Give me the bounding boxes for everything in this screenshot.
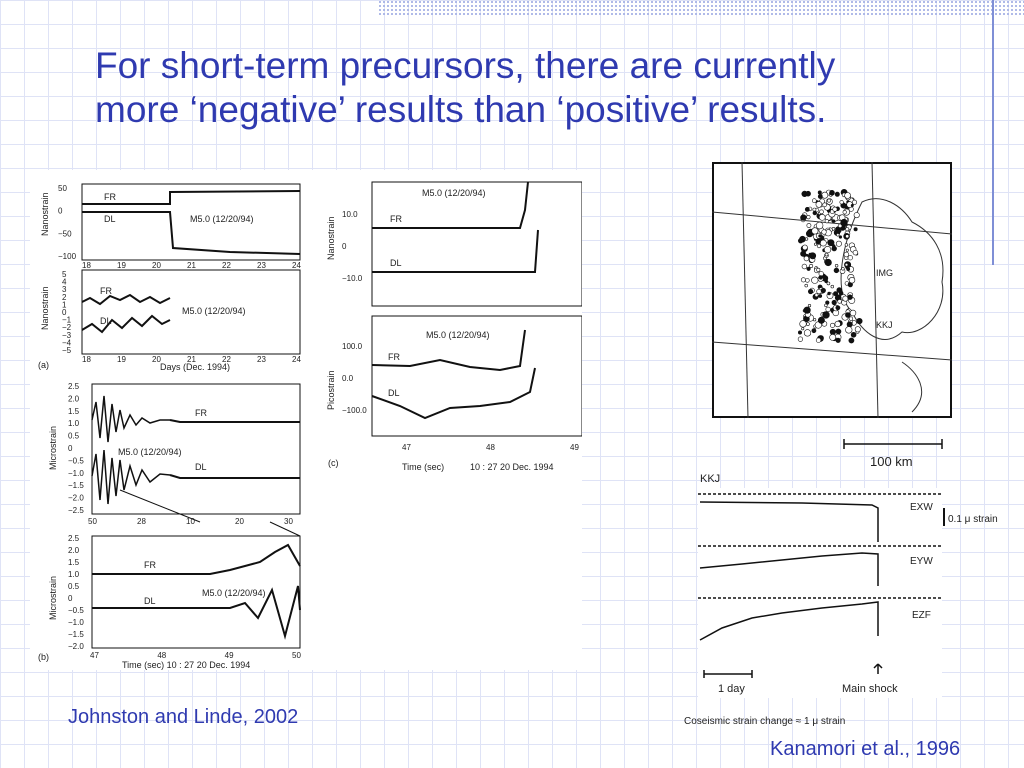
aftershock-dot [839, 230, 841, 232]
panel-a-bottom-ytick: 3 [62, 285, 67, 295]
tick-labels [58, 184, 579, 660]
aftershock-dot [805, 238, 808, 241]
aftershock-dot [818, 194, 822, 198]
panel-c-top-frame [372, 182, 582, 306]
aftershock-dot [830, 329, 836, 335]
panel-a-top-xtick: 21 [187, 261, 196, 270]
panel-a-top-xtick: 18 [82, 261, 91, 270]
panel-a-bottom-ytick: −5 [62, 346, 72, 355]
aftershock-dot [817, 268, 820, 271]
aftershock-dot [823, 312, 830, 319]
panel-b-bottom-ytick: 1.0 [68, 570, 80, 579]
aftershock-dot [812, 329, 816, 333]
aftershock-dot [816, 338, 821, 343]
aftershock-dot [849, 277, 855, 283]
figure-left [30, 170, 582, 670]
aftershock-dot [846, 327, 853, 334]
aftershock-dot [830, 190, 835, 195]
panel-b-top-ytick: 2.0 [68, 394, 80, 404]
aftershock-dot [839, 291, 843, 295]
panel-c-top-dl-label: DL [390, 258, 402, 268]
aftershock-dot [841, 219, 848, 226]
figure-strain-svg [682, 468, 1018, 730]
figure-map [712, 162, 952, 418]
aftershock-dot [839, 236, 842, 239]
panel-b-bottom-xtick: 49 [224, 651, 234, 660]
aftershock-dot [835, 321, 841, 327]
panel-a-top-fr-label: FR [104, 192, 116, 202]
panel-c-bottom-ylabel: Picostrain [326, 370, 336, 410]
panel-a-bottom-ytick: 0 [62, 308, 67, 317]
map-label-kkj: KKJ [876, 320, 893, 330]
aftershock-dot [818, 191, 821, 194]
panel-a-xlabel: Days (Dec. 1994) [160, 362, 231, 372]
aftershock-dot [819, 276, 823, 280]
aftershock-dot [801, 278, 805, 282]
decorative-right-rule [992, 0, 994, 265]
trace-label-ezf: EZF [912, 610, 931, 621]
aftershock-dot [802, 245, 807, 250]
aftershock-dot [832, 220, 835, 223]
panel-a-bottom-ytick: −4 [62, 338, 72, 348]
aftershock-dot [854, 212, 859, 217]
aftershock-dot [843, 210, 847, 214]
caption-johnston-linde: Johnston and Linde, 2002 [68, 706, 299, 728]
aftershock-dot [818, 317, 824, 323]
panel-c-top-ytick: 0 [342, 242, 347, 251]
panel-a-bottom-xtick: 20 [152, 355, 161, 364]
panel-c-xlabel: Time (sec) [402, 462, 445, 472]
aftershock-dot [845, 244, 848, 247]
aftershock-dot [851, 204, 853, 206]
aftershock-dot [823, 203, 827, 207]
panel-a-bottom-ytick: −3 [62, 330, 72, 340]
aftershock-dot [808, 304, 811, 307]
panel-a-bottom-xtick: 22 [222, 355, 231, 364]
panel-a-bottom-dl-label: DL [100, 316, 112, 326]
aftershock-dot [822, 230, 827, 235]
panel-a-bottom-xtick: 18 [82, 355, 91, 364]
panel-b-bottom-ytick: 0.5 [68, 582, 80, 591]
aftershock-dot [821, 288, 826, 293]
panel-b-bottom-ytick: 2.5 [68, 534, 80, 543]
panel-c-bottom-xtick: 49 [570, 443, 579, 452]
aftershock-dot [798, 331, 801, 334]
aftershock-dot [825, 253, 828, 256]
aftershock-dot [812, 277, 819, 284]
caption-kanamori: Kanamori et al., 1996 [770, 738, 961, 760]
figure-left-svg [30, 170, 582, 670]
aftershock-dot [812, 228, 818, 234]
panel-b-top-ytick: −0.5 [68, 456, 84, 466]
panel-c-bottom-dl-label: DL [388, 388, 400, 398]
aftershock-dot [827, 199, 830, 202]
aftershock-dot [800, 236, 806, 242]
panel-c-top-event-label: M5.0 (12/20/94) [422, 188, 486, 198]
strain-day-label: 1 day [718, 683, 745, 695]
aftershock-dot [836, 306, 840, 310]
aftershock-dot [819, 235, 822, 238]
panel-b-bottom-ylabel: Microstrain [48, 575, 58, 620]
aftershock-dot [830, 334, 836, 340]
aftershock-dot [827, 282, 830, 285]
panel-c-bottom-ytick: −100.0 [342, 406, 367, 415]
panel-b-bottom-xtick: 48 [157, 651, 167, 660]
panel-b-bottom-ytick: −1.5 [68, 630, 84, 639]
aftershock-dot [804, 256, 809, 261]
panel-b-top-ytick: 0.5 [68, 431, 80, 441]
panel-b-bottom-dl-trace [92, 586, 300, 636]
aftershock-dot [832, 246, 837, 251]
panel-a-bottom-ytick: −1 [62, 315, 72, 325]
aftershock-dot [831, 285, 834, 288]
aftershock-dot [830, 323, 834, 327]
panel-c-bottom-fr-label: FR [388, 352, 400, 362]
aftershock-dot [817, 244, 821, 248]
aftershock-dot [847, 268, 850, 271]
aftershock-dot [805, 207, 809, 211]
aftershock-dot [814, 243, 816, 245]
aftershock-dot [826, 307, 831, 312]
panel-b-top-event-label: M5.0 (12/20/94) [118, 447, 182, 457]
panel-b-bottom-ytick: −0.5 [68, 606, 84, 615]
aftershock-dot [808, 289, 813, 294]
aftershock-dot [852, 200, 856, 204]
trace-label-eyw: EYW [910, 556, 933, 567]
aftershock-dot [810, 253, 814, 257]
panel-b-top-fr-label: FR [195, 408, 207, 418]
aftershock-dot [822, 192, 828, 198]
panel-b-bottom-ytick: 1.5 [68, 558, 80, 567]
aftershock-dot [842, 267, 845, 270]
aftershock-dot [798, 337, 803, 342]
panel-b-bottom-event-label: M5.0 (12/20/94) [202, 588, 266, 598]
panel-b-bottom-fr-trace [92, 545, 300, 574]
panel-a-bottom-fr-label: FR [100, 286, 112, 296]
aftershock-dot [812, 199, 816, 203]
panel-a-top-ylabel: Nanostrain [40, 192, 50, 236]
aftershock-dot [848, 295, 853, 300]
panel-b-top-ytick: 0 [68, 444, 73, 453]
figure-map-svg [712, 162, 952, 418]
panel-b-top-dl-label: DL [195, 462, 207, 472]
panel-c-top-ytick: 10.0 [342, 210, 358, 219]
aftershock-dot [834, 268, 839, 273]
aftershock-dot [820, 240, 826, 246]
panel-a-bottom-dl-trace [82, 316, 170, 332]
decorative-dot-band [378, 0, 1024, 16]
aftershock-dot [836, 329, 841, 334]
aftershock-dot [815, 294, 818, 297]
aftershock-dot [840, 200, 844, 204]
aftershock-dot [849, 338, 854, 343]
main-shock-label: Main shock [842, 683, 898, 695]
aftershock-dot [846, 228, 849, 231]
panel-b-top-dl-trace [170, 475, 300, 478]
title-line-2: more ‘negative’ results than ‘positive’ results. [95, 89, 827, 130]
panel-b-top-xtick: 50 [88, 517, 97, 526]
figure-strain [682, 468, 1018, 730]
panel-c-top-ylabel: Nanostrain [326, 216, 336, 260]
panel-b-top-ytick: −2.5 [68, 506, 84, 515]
panel-a-bottom-xtick: 19 [117, 355, 126, 364]
panel-b-top-ytick: −2.0 [68, 493, 84, 503]
panel-a-bottom-event-label: M5.0 (12/20/94) [182, 306, 246, 316]
panel-b-bottom-fr-label: FR [144, 560, 156, 570]
aftershock-dot [807, 267, 811, 271]
panel-c-bottom-event-label: M5.0 (12/20/94) [426, 330, 490, 340]
aftershock-dot [853, 250, 858, 255]
panel-b-xlabel: Time (sec) 10 : 27 20 Dec. 1994 [122, 660, 251, 670]
trace-label-exw: EXW [910, 502, 933, 513]
title-line-1: For short-term precursors, there are currently [95, 45, 836, 86]
panel-b-label: (b) [38, 652, 49, 662]
panel-b-top-dl-burst [92, 450, 170, 504]
slide-title [95, 44, 955, 132]
aftershock-dot [835, 264, 838, 267]
strain-scale-label: 0.1 μ strain [948, 514, 998, 525]
aftershock-dot [819, 214, 825, 220]
aftershock-dot [851, 332, 856, 337]
aftershock-dot [800, 321, 807, 328]
aftershock-dot [848, 255, 853, 260]
panel-a-top-ytick: −100 [58, 252, 77, 261]
aftershock-dot [846, 249, 848, 251]
panel-b-top-ytick: −1.0 [68, 468, 84, 478]
panel-c-bottom-xtick: 47 [402, 443, 411, 452]
aftershock-dot [825, 259, 832, 266]
panel-a-top-xtick: 22 [222, 261, 231, 270]
panel-a-top-xtick: 19 [117, 261, 126, 270]
aftershock-dot [824, 246, 831, 253]
aftershock-dot [845, 313, 850, 318]
aftershock-dot [855, 327, 860, 332]
panel-a-bottom-ytick: 4 [62, 277, 67, 287]
panel-b-bottom-ytick: 2.0 [68, 546, 80, 555]
panel-b-bottom-dl-label: DL [144, 596, 156, 606]
aftershock-dot [844, 252, 849, 257]
panel-a-bottom-ytick: −2 [62, 323, 72, 333]
aftershock-dot [845, 263, 848, 266]
panel-b-bottom-ytick: −1.0 [68, 618, 84, 627]
aftershock-dot [832, 300, 837, 305]
aftershock-dot [816, 201, 822, 207]
panel-c-bottom-xtick: 48 [486, 443, 495, 452]
aftershock-dot [843, 296, 848, 301]
panel-a-top-ytick: −50 [58, 229, 72, 239]
panel-b-bottom-xtick: 47 [90, 651, 99, 660]
aftershock-dot [801, 215, 807, 221]
panel-b-top-fr-burst [92, 396, 170, 442]
aftershock-dot [805, 284, 808, 287]
panel-a-top-xtick: 24 [292, 261, 301, 270]
panel-a-label: (a) [38, 360, 49, 370]
aftershock-dot [835, 192, 839, 196]
panel-a-bottom-fr-trace [82, 295, 170, 304]
panel-b-bottom-ytick: 0 [68, 594, 73, 603]
strain-plot-area [698, 488, 942, 698]
aftershock-dot [836, 241, 841, 246]
panel-a-top-event-label: M5.0 (12/20/94) [190, 214, 254, 224]
aftershock-dot [819, 294, 822, 297]
map-label-img: IMG [876, 268, 893, 278]
aftershock-dot [817, 289, 822, 294]
panel-a-bottom-xtick: 23 [257, 355, 266, 364]
panel-b-top-xtick: 28 [137, 517, 146, 526]
panel-a-bottom-xtick: 21 [187, 355, 196, 364]
aftershock-dot [820, 210, 824, 214]
panel-c-top-fr-label: FR [390, 214, 402, 224]
aftershock-dot [802, 264, 807, 269]
panel-a-bottom-ylabel: Nanostrain [40, 286, 50, 330]
panel-c-label: (c) [328, 458, 339, 468]
aftershock-dot [846, 235, 849, 238]
aftershock-dot [836, 233, 839, 236]
aftershock-dot [845, 193, 851, 199]
panel-a-bottom-xtick: 24 [292, 355, 301, 364]
aftershock-dot [802, 328, 804, 330]
panel-b-top-ytick: 2.5 [68, 382, 80, 391]
panel-b-bottom-frame [92, 536, 300, 648]
aftershock-dot [816, 222, 823, 229]
aftershock-dot [804, 330, 811, 337]
panel-a-top-ytick: 50 [58, 184, 67, 193]
aftershock-dot [828, 292, 831, 295]
panel-b-bottom-ytick: −2.0 [68, 642, 84, 651]
panel-b-bottom-xtick: 50 [292, 651, 301, 660]
panel-c-bottom-ytick: 100.0 [342, 342, 363, 351]
aftershock-dot [857, 318, 863, 324]
panel-b-top-ytick: 1.5 [68, 406, 80, 416]
aftershock-dot [806, 279, 810, 283]
panel-b-top-xtick: 30 [284, 517, 293, 526]
panel-a-top-dl-label: DL [104, 214, 116, 224]
panel-a-bottom-ytick: 1 [62, 300, 67, 310]
aftershock-dot [854, 228, 857, 231]
aftershock-dot [807, 223, 811, 227]
panel-b-top-ylabel: Microstrain [48, 425, 58, 470]
panel-b-top-xtick: 10 [186, 517, 195, 526]
aftershock-dot [838, 300, 842, 304]
panel-c-xlabel-right: 10 : 27 20 Dec. 1994 [470, 462, 554, 472]
aftershock-dot [825, 304, 828, 307]
aftershock-dot [806, 323, 809, 326]
panel-b-top-ytick: −1.5 [68, 481, 84, 491]
panel-c-top-ytick: −10.0 [342, 274, 363, 283]
panel-a-bottom-ytick: 2 [62, 292, 67, 302]
aftershock-dot [813, 208, 816, 211]
panel-a-top-ytick: 0 [58, 206, 63, 216]
aftershock-dot [849, 317, 853, 321]
panel-b-top-ytick: 1.0 [68, 419, 80, 429]
coseismic-label: Coseismic strain change ≈ 1 μ strain [684, 716, 846, 727]
panel-c-bottom-ytick: 0.0 [342, 374, 354, 383]
panel-a-top-xtick: 23 [257, 261, 266, 270]
aftershock-dot [850, 310, 856, 316]
aftershock-dot [813, 211, 817, 215]
panel-b-top-fr-trace [170, 420, 300, 422]
aftershock-dot [847, 322, 852, 327]
panel-b-top-xtick: 20 [235, 517, 244, 526]
aftershock-dot [833, 207, 837, 211]
panel-a-bottom-ytick: 5 [62, 270, 67, 279]
aftershock-dot [825, 219, 829, 223]
scale-bar-label: 100 km [870, 454, 913, 469]
aftershock-dot [806, 191, 811, 196]
aftershock-dot [804, 307, 811, 314]
panel-a-top-xtick: 20 [152, 261, 161, 270]
strain-station-label: KKJ [700, 473, 721, 485]
